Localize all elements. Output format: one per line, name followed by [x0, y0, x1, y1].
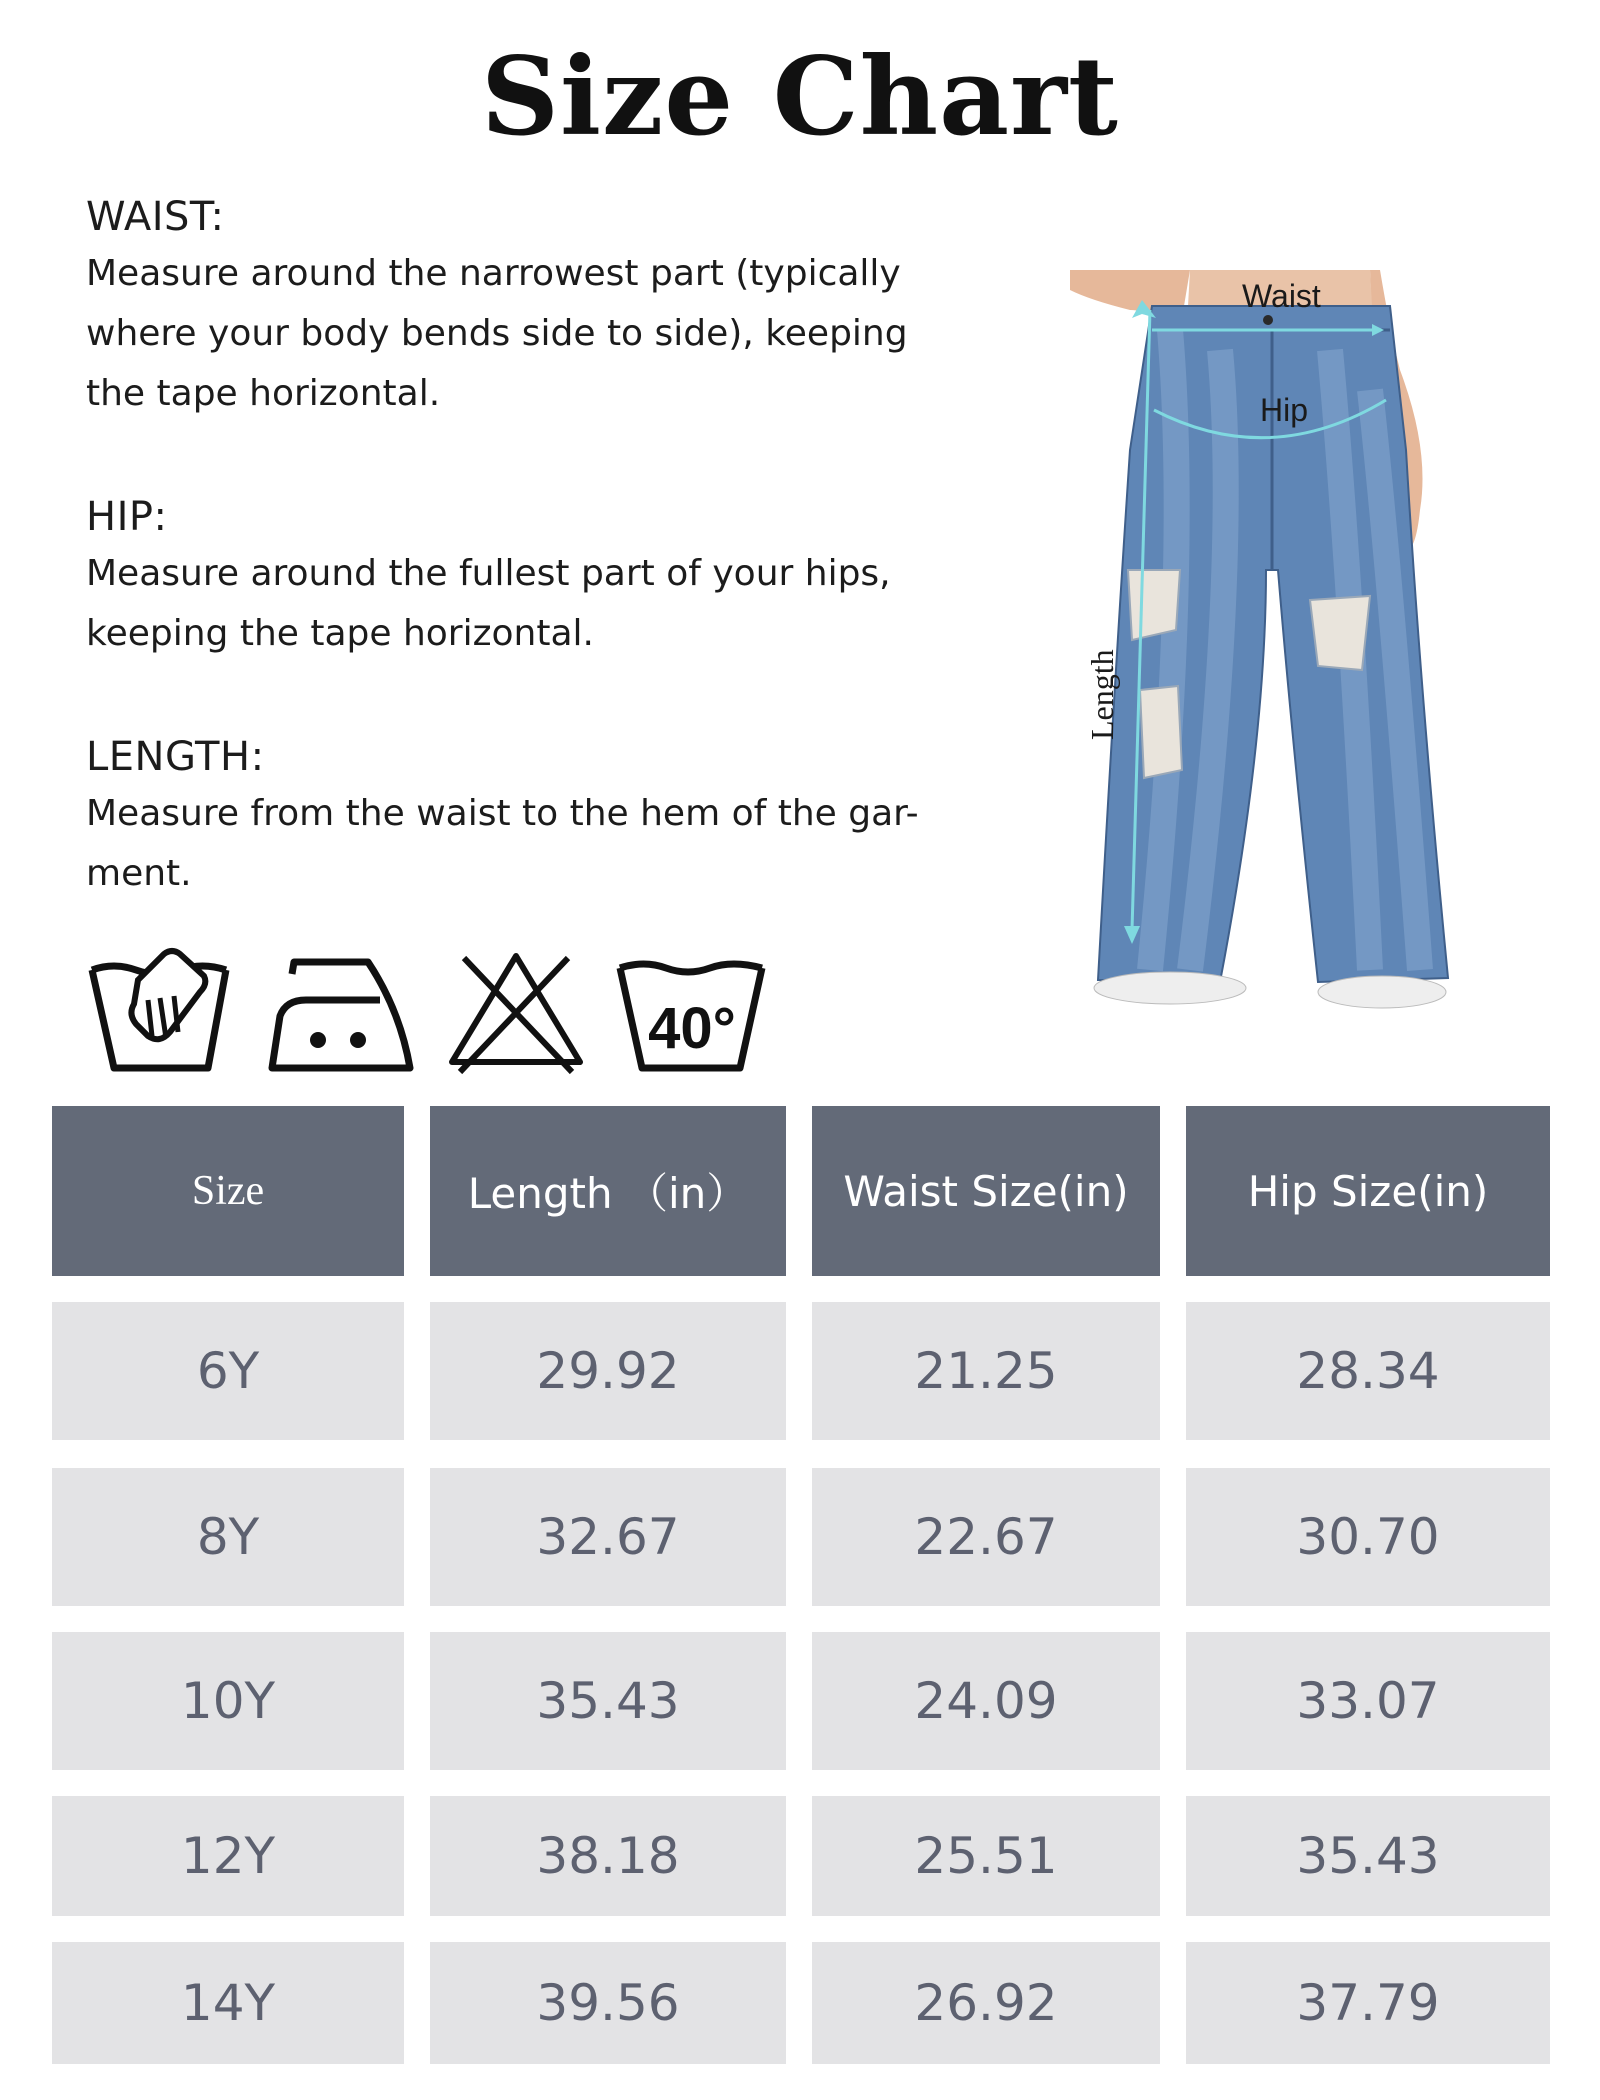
wash-temperature: 40° — [648, 996, 736, 1061]
cell-hip: 33.07 — [1186, 1632, 1550, 1770]
waist-label: Waist — [1242, 278, 1321, 314]
header-waist: Waist Size(in) — [812, 1106, 1160, 1276]
table-header-row — [52, 1106, 1552, 1276]
cell-length: 35.43 — [430, 1632, 786, 1770]
jeans-drawing — [1070, 270, 1470, 1010]
hip-heading: HIP: — [86, 494, 168, 540]
length-instructions: Measure from the waist to the hem of the gar- ment. — [86, 793, 919, 894]
waist-instructions: Measure around the narrowest part (typically where your body bends side to side), keeping the tape horizontal. — [86, 253, 908, 414]
page-title: Size Chart — [481, 34, 1119, 160]
table-row — [52, 1302, 1552, 1440]
wash-40-icon — [614, 940, 770, 1080]
cell-waist: 26.92 — [812, 1942, 1160, 2064]
hip-instructions: Measure around the fullest part of your hips, keeping the tape horizontal. — [86, 553, 891, 654]
waist-heading: WAIST: — [86, 194, 225, 240]
cell-hip: 28.34 — [1186, 1302, 1550, 1440]
waist-guide — [86, 190, 946, 424]
cell-length: 38.18 — [430, 1796, 786, 1916]
header-size: Size — [52, 1106, 404, 1276]
table-row — [52, 1796, 1552, 1916]
left-shoe — [1094, 972, 1246, 1004]
length-guide — [86, 730, 946, 904]
cell-size: 14Y — [52, 1942, 404, 2064]
length-heading: LENGTH: — [86, 734, 265, 780]
cell-hip: 30.70 — [1186, 1468, 1550, 1606]
length-label: Length — [1084, 649, 1120, 740]
table-row — [52, 1632, 1552, 1770]
hip-label: Hip — [1260, 392, 1309, 428]
cell-size: 8Y — [52, 1468, 404, 1606]
cell-waist: 21.25 — [812, 1302, 1160, 1440]
cell-size: 6Y — [52, 1302, 404, 1440]
hip-guide — [86, 490, 946, 664]
right-shoe — [1318, 976, 1446, 1008]
care-icons — [86, 940, 786, 1080]
cell-hip: 35.43 — [1186, 1796, 1550, 1916]
header-hip: Hip Size(in) — [1186, 1106, 1550, 1276]
cell-hip: 37.79 — [1186, 1942, 1550, 2064]
table-row — [52, 1942, 1552, 2064]
cell-waist: 25.51 — [812, 1796, 1160, 1916]
cell-length: 32.67 — [430, 1468, 786, 1606]
table-row — [52, 1468, 1552, 1606]
cell-waist: 22.67 — [812, 1468, 1160, 1606]
hand-wash-icon — [86, 940, 236, 1080]
header-length: Length （in） — [430, 1106, 786, 1276]
cell-size: 12Y — [52, 1796, 404, 1916]
left-rip-lower — [1140, 686, 1182, 778]
button — [1263, 315, 1273, 325]
cell-size: 10Y — [52, 1632, 404, 1770]
iron-low-heat-icon — [262, 940, 418, 1080]
right-rip — [1310, 596, 1370, 670]
do-not-bleach-icon — [446, 940, 586, 1080]
cell-length: 29.92 — [430, 1302, 786, 1440]
cell-waist: 24.09 — [812, 1632, 1160, 1770]
left-rip-upper — [1128, 570, 1180, 640]
jeans-illustration — [1070, 270, 1470, 1010]
cell-length: 39.56 — [430, 1942, 786, 2064]
